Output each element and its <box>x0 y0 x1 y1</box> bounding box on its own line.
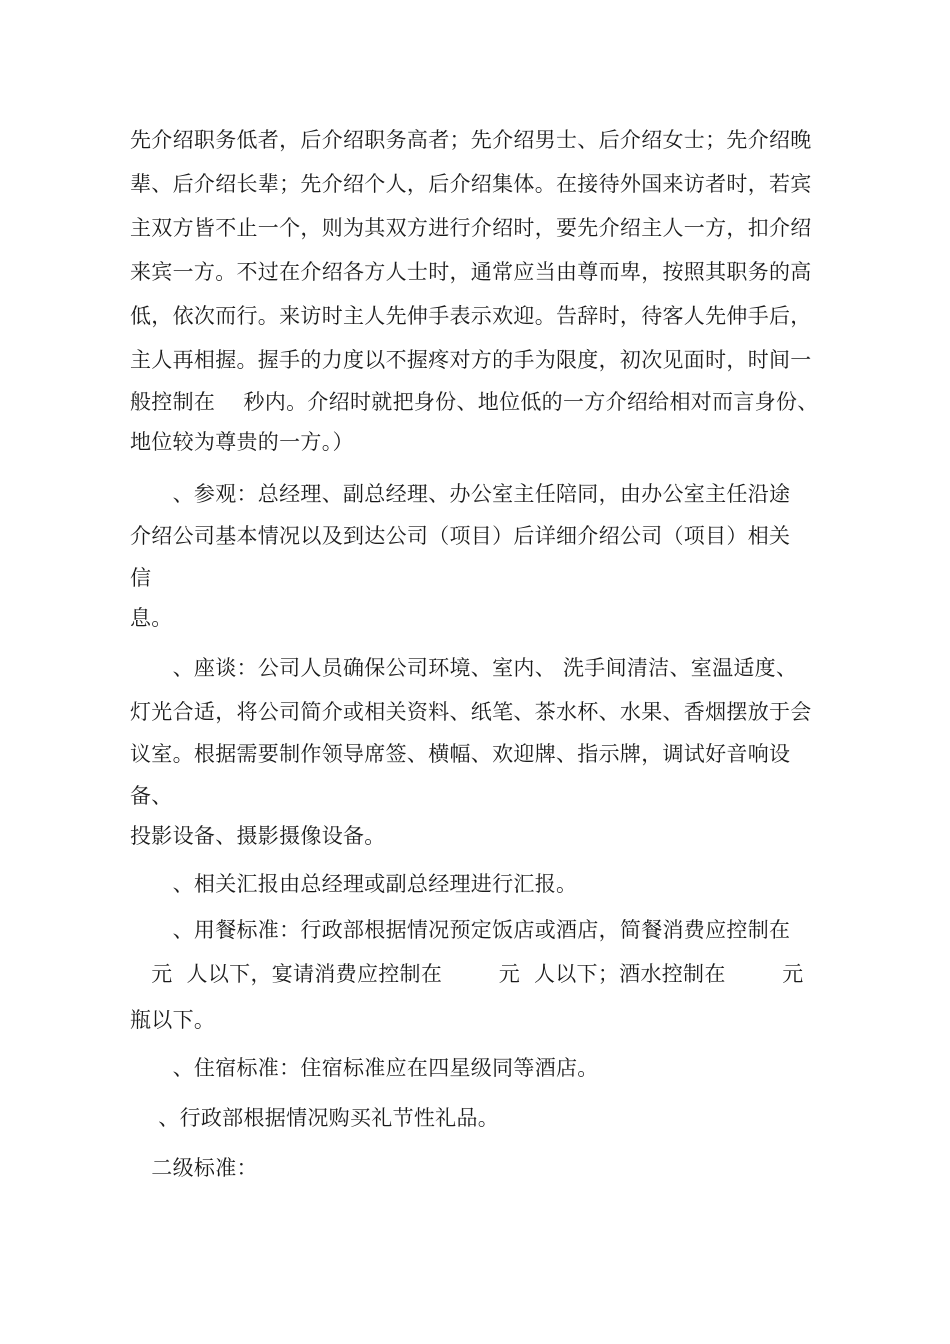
text-line-7: 般控制在 秒内。介绍时就把身份、地位低的一方介绍给相对而言身份、 <box>130 390 819 414</box>
text-line-5: 低，依次而行。来访时主人先伸手表示欢迎。告辞时，待客人先伸手后， <box>130 304 812 328</box>
text-line-1: 先介绍职务低者，后介绍职务高者；先介绍男士、后介绍女士；先介绍晚 <box>130 128 812 152</box>
text-line-12: 息。 <box>130 606 173 630</box>
text-line-2: 辈、后介绍长辈；先介绍个人，后介绍集体。在接待外国来访者时，若宾 <box>130 172 812 196</box>
text-line-18: 、相关汇报由总经理或副总经理进行汇报。 <box>130 872 578 896</box>
text-line-20: 元 人以下，宴请消费应控制在 元 人以下；酒水控制在 元 <box>130 962 804 986</box>
text-line-8: 地位较为尊贵的一方。） <box>130 430 354 454</box>
text-line-22: 、住宿标准：住宿标准应在四星级同等酒店。 <box>130 1056 599 1080</box>
text-line-19: 、用餐标准：行政部根据情况预定饭店或酒店，简餐消费应控制在 <box>130 918 791 942</box>
text-line-21: 瓶以下。 <box>130 1008 216 1032</box>
text-line-11: 信 <box>130 566 152 590</box>
text-line-16: 备、 <box>130 784 173 808</box>
text-line-4: 来宾一方。不过在介绍各方人士时，通常应当由尊而卑，按照其职务的高 <box>130 260 812 284</box>
text-line-23: 、行政部根据情况购买礼节性礼品。 <box>130 1106 500 1130</box>
text-line-24: 二级标准： <box>130 1156 258 1180</box>
text-line-15: 议室。根据需要制作领导席签、横幅、欢迎牌、指示牌，调试好音响设 <box>130 742 791 766</box>
text-line-17: 投影设备、摄影摄像设备。 <box>130 824 386 848</box>
text-line-10: 介绍公司基本情况以及到达公司（项目）后详细介绍公司（项目）相关 <box>130 524 791 548</box>
text-line-6: 主人再相握。握手的力度以不握疼对方的手为限度，初次见面时，时间一 <box>130 348 812 372</box>
text-line-13: 、座谈：公司人员确保公司环境、室内、 洗手间清洁、室温适度、 <box>130 656 798 680</box>
text-line-9: 、参观：总经理、副总经理、办公室主任陪同，由办公室主任沿途 <box>130 482 791 506</box>
text-line-3: 主双方皆不止一个，则为其双方进行介绍时，要先介绍主人一方，扣介绍 <box>130 216 812 240</box>
text-line-14: 灯光合适，将公司简介或相关资料、纸笔、茶水杯、水果、香烟摆放于会 <box>130 700 812 724</box>
